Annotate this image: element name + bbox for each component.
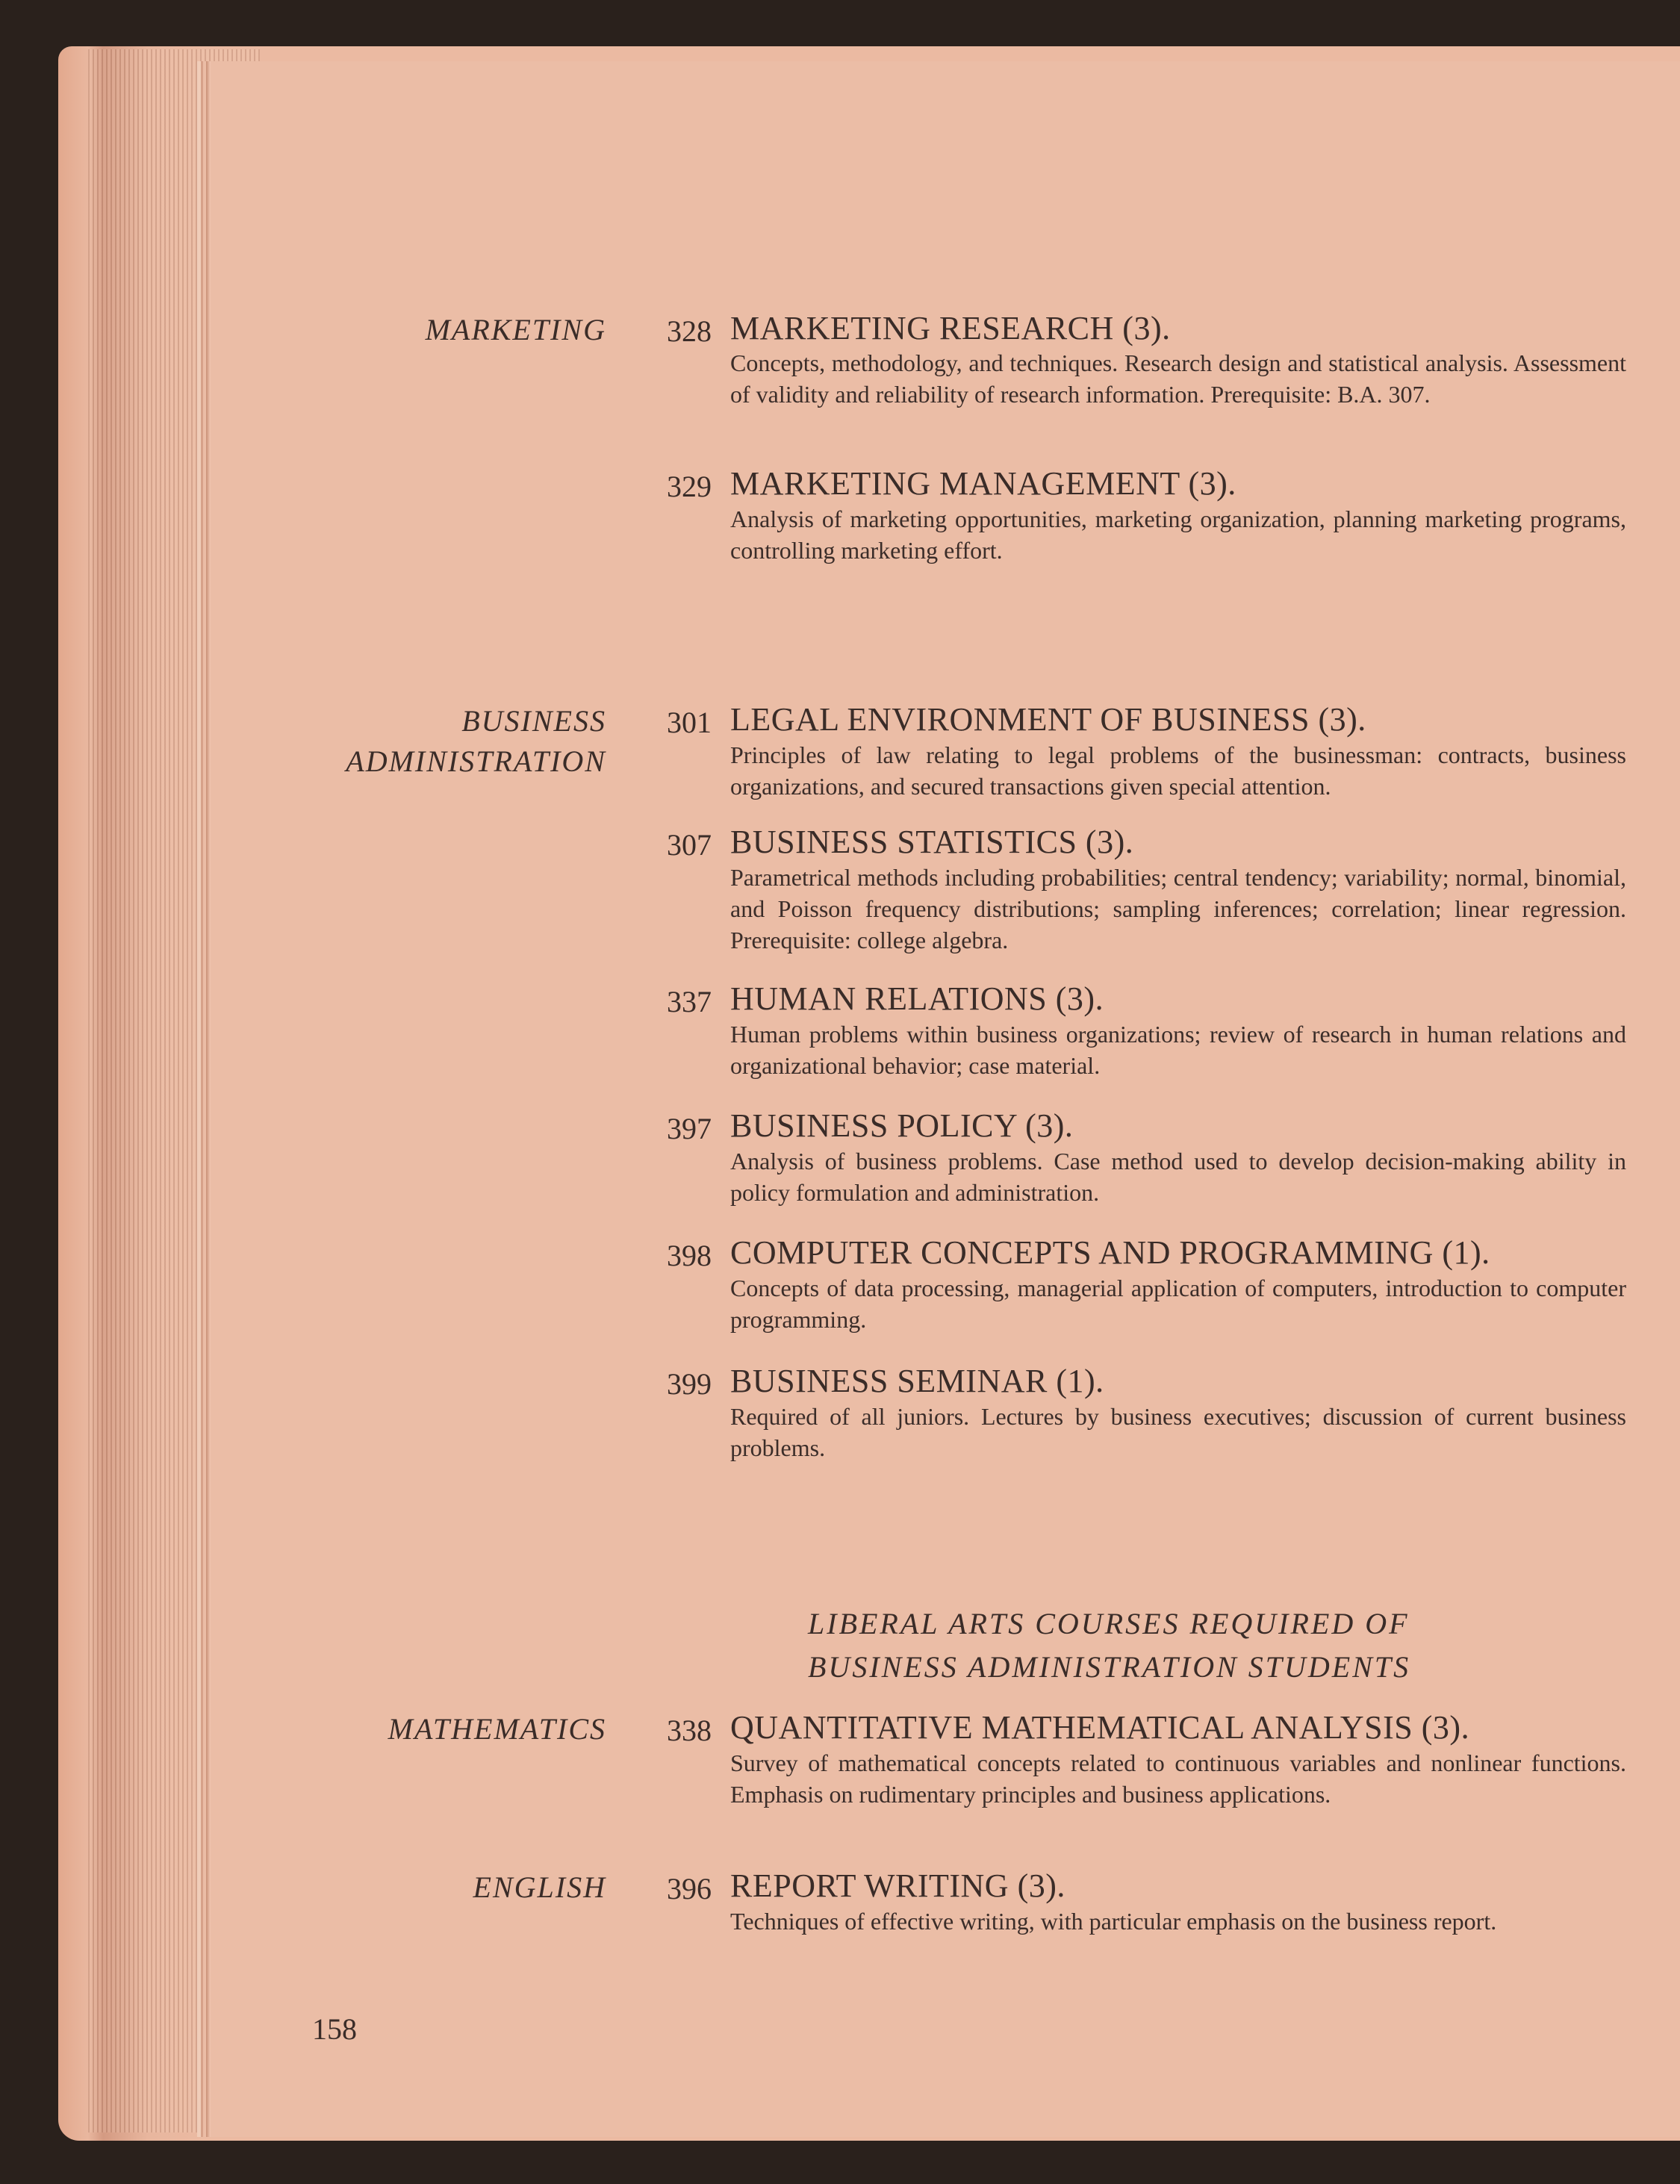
- course-number: 397: [667, 1112, 712, 1145]
- course-title: REPORT WRITING (3).: [730, 1867, 1065, 1904]
- course-number: 399: [667, 1367, 712, 1401]
- course-title: MARKETING MANAGEMENT (3).: [730, 465, 1236, 502]
- section-heading-line2: BUSINESS ADMINISTRATION STUDENTS: [808, 1650, 1411, 1684]
- course-description: Survey of mathematical concepts related to continuous variables and nonlinear functions. Emphasis on rudimentary principles and business applications.: [730, 1749, 1626, 1808]
- page-number: 158: [312, 2012, 357, 2046]
- course-number: 328: [667, 314, 712, 348]
- course-description: Principles of law relating to legal problems of the businessman: contracts, business organizations, and secured transactions given special attention.: [730, 741, 1626, 800]
- course-title: BUSINESS SEMINAR (1).: [730, 1363, 1104, 1399]
- course-title: QUANTITATIVE MATHEMATICAL ANALYSIS (3).: [730, 1709, 1470, 1746]
- course-description: Concepts of data processing, managerial application of computers, introduction to computer programming.: [730, 1275, 1626, 1333]
- course-number: 301: [667, 706, 712, 739]
- page-binding-edge: [206, 61, 211, 2137]
- course-number: 329: [667, 470, 712, 503]
- dept-english: ENGLISH: [473, 1870, 606, 1904]
- course-title: HUMAN RELATIONS (3).: [730, 980, 1104, 1017]
- section-heading-line1: LIBERAL ARTS COURSES REQUIRED OF: [808, 1607, 1410, 1640]
- course-description: Required of all juniors. Lectures by business executives; discussion of current business problems.: [730, 1403, 1626, 1461]
- course-number: 338: [667, 1714, 712, 1747]
- course-number: 337: [667, 985, 712, 1018]
- course-description: Analysis of marketing opportunities, marketing organization, planning marketing programs, controlling marketing effort.: [730, 505, 1626, 564]
- course-title: BUSINESS POLICY (3).: [730, 1107, 1074, 1144]
- course-title: BUSINESS STATISTICS (3).: [730, 824, 1134, 860]
- course-title: LEGAL ENVIRONMENT OF BUSINESS (3).: [730, 701, 1366, 738]
- course-title: MARKETING RESEARCH (3).: [730, 310, 1171, 346]
- course-description: Techniques of effective writing, with particular emphasis on the business report.: [730, 1908, 1497, 1935]
- course-number: 307: [667, 828, 712, 862]
- course-title: COMPUTER CONCEPTS AND PROGRAMMING (1).: [730, 1234, 1490, 1271]
- dept-business-line2: ADMINISTRATION: [346, 744, 606, 778]
- course-description: Human problems within business organizations; review of research in human relations and organizational behavior; case material.: [730, 1021, 1626, 1079]
- course-description: Parametrical methods including probabilities; central tendency; variability; normal, binomial, and Poisson frequency distributions; sampling inferences; correlation; linear regression. Prerequisite: college algebra.: [730, 864, 1626, 953]
- dept-business-line1: BUSINESS: [461, 704, 606, 738]
- course-number: 396: [667, 1872, 712, 1905]
- course-description: Analysis of business problems. Case method used to develop decision-making ability in policy formulation and administration.: [730, 1148, 1626, 1206]
- course-number: 398: [667, 1239, 712, 1272]
- course-description: Concepts, methodology, and techniques. Research design and statistical analysis. Assessment of validity and reliability of research information. Prerequisite: B.A. 307.: [730, 349, 1626, 408]
- dept-marketing: MARKETING: [425, 313, 606, 346]
- dept-mathematics: MATHEMATICS: [388, 1712, 606, 1746]
